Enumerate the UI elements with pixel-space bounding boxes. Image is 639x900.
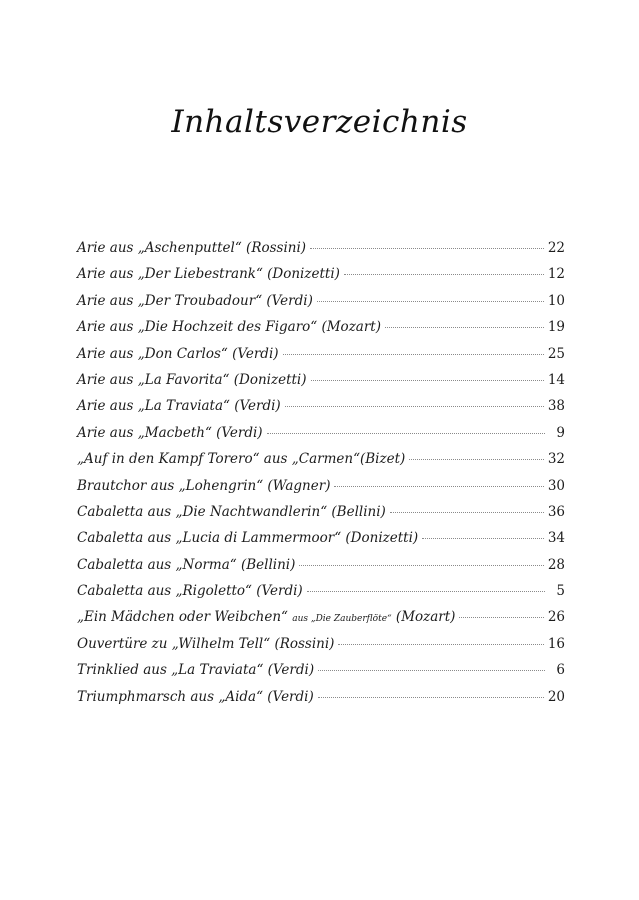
dot-leader: [310, 248, 544, 249]
toc-entry[interactable]: [77, 636, 565, 662]
toc-entry[interactable]: [77, 451, 565, 477]
toc-entry-page: 30: [547, 477, 565, 494]
toc-entry-page: 16: [547, 635, 565, 652]
toc-entry[interactable]: [77, 240, 565, 266]
dot-leader: [267, 433, 545, 434]
toc-entry-title: Arie aus „Macbeth“ (Verdi): [77, 424, 263, 441]
dot-leader: [409, 459, 544, 460]
table-of-contents: [77, 240, 565, 715]
dot-leader: [338, 644, 543, 645]
page-title: Inhaltsverzeichnis: [171, 104, 468, 140]
dot-leader: [459, 617, 543, 618]
toc-entry-title: Arie aus „Der Troubadour“ (Verdi): [77, 292, 313, 309]
toc-entry[interactable]: [77, 583, 565, 609]
toc-entry-page: 25: [547, 345, 565, 362]
toc-entry-title-after: (Mozart): [395, 609, 456, 626]
toc-entry[interactable]: [77, 372, 565, 398]
toc-entry-title: Arie aus „La Traviata“ (Verdi): [77, 398, 281, 415]
toc-entry-title-small: aus „Die Zauberflöte“: [292, 614, 392, 625]
toc-entry-page: 36: [547, 503, 565, 520]
toc-entry[interactable]: [77, 662, 565, 688]
toc-entry-page: 6: [556, 662, 565, 679]
toc-entry[interactable]: [77, 689, 565, 715]
toc-entry[interactable]: [77, 346, 565, 372]
toc-entry-page: 28: [547, 556, 565, 573]
dot-leader: [390, 512, 544, 513]
toc-entry[interactable]: [77, 266, 565, 292]
toc-entry-title: Cabaletta aus „Lucia di Lammermoor“ (Donizetti): [77, 530, 419, 547]
dot-leader: [311, 380, 544, 381]
toc-entry-title: Arie aus „Der Liebestrank“ (Donizetti): [77, 266, 340, 283]
dot-leader: [283, 354, 544, 355]
dot-leader: [334, 486, 543, 487]
toc-entry-page: 34: [547, 530, 565, 547]
toc-entry-title: Arie aus „Aschenputtel“ (Rossini): [77, 240, 307, 256]
toc-entry-page: 19: [547, 319, 565, 336]
toc-entry-title: Trinklied aus „La Traviata“ (Verdi): [77, 662, 315, 679]
toc-entry-title: [77, 609, 455, 625]
toc-entry-page: 32: [547, 451, 565, 468]
toc-entry-title-main: „Ein Mädchen oder Weibchen“: [77, 609, 288, 626]
toc-entry[interactable]: [77, 398, 565, 424]
toc-entry-title: Brautchor aus „Lohengrin“ (Wagner): [77, 477, 331, 494]
toc-entry[interactable]: [77, 425, 565, 451]
toc-entry[interactable]: [77, 319, 565, 345]
dot-leader: [299, 565, 543, 566]
toc-entry-title: Arie aus „Don Carlos“ (Verdi): [77, 345, 279, 362]
toc-entry-title: Triumphmarsch aus „Aida“ (Verdi): [77, 688, 314, 705]
toc-entry[interactable]: [77, 557, 565, 583]
toc-entry-title: Cabaletta aus „Norma“ (Bellini): [77, 556, 296, 573]
toc-entry-page: 22: [547, 240, 565, 256]
dot-leader: [318, 670, 545, 671]
dot-leader: [318, 697, 544, 698]
toc-entry-page: 10: [547, 292, 565, 309]
toc-entry[interactable]: [77, 478, 565, 504]
toc-entry[interactable]: [77, 504, 565, 530]
toc-entry-title: Arie aus „Die Hochzeit des Figaro“ (Mozart): [77, 319, 381, 336]
toc-entry-title: Arie aus „La Favorita“ (Donizetti): [77, 371, 307, 388]
dot-leader: [317, 301, 544, 302]
dot-leader: [385, 327, 544, 328]
toc-entry-title: „Auf in den Kampf Torero“ aus „Carmen“(Bizet): [77, 451, 406, 468]
dot-leader: [422, 538, 544, 539]
dot-leader: [344, 274, 544, 275]
toc-entry-title: Cabaletta aus „Rigoletto“ (Verdi): [77, 583, 303, 600]
toc-entry[interactable]: [77, 530, 565, 556]
toc-entry-page: 14: [547, 371, 565, 388]
toc-entry-page: 38: [547, 398, 565, 415]
toc-entry[interactable]: [77, 293, 565, 319]
toc-entry[interactable]: [77, 609, 565, 635]
toc-entry-page: 5: [556, 583, 565, 600]
toc-entry-page: 9: [556, 424, 565, 441]
dot-leader: [307, 591, 545, 592]
toc-entry-title: Ouvertüre zu „Wilhelm Tell“ (Rossini): [77, 635, 335, 652]
toc-entry-title: Cabaletta aus „Die Nachtwandlerin“ (Bellini): [77, 503, 386, 520]
toc-entry-page: 26: [547, 609, 565, 626]
dot-leader: [285, 406, 544, 407]
toc-entry-page: 20: [547, 688, 565, 705]
toc-entry-page: 12: [547, 266, 565, 283]
